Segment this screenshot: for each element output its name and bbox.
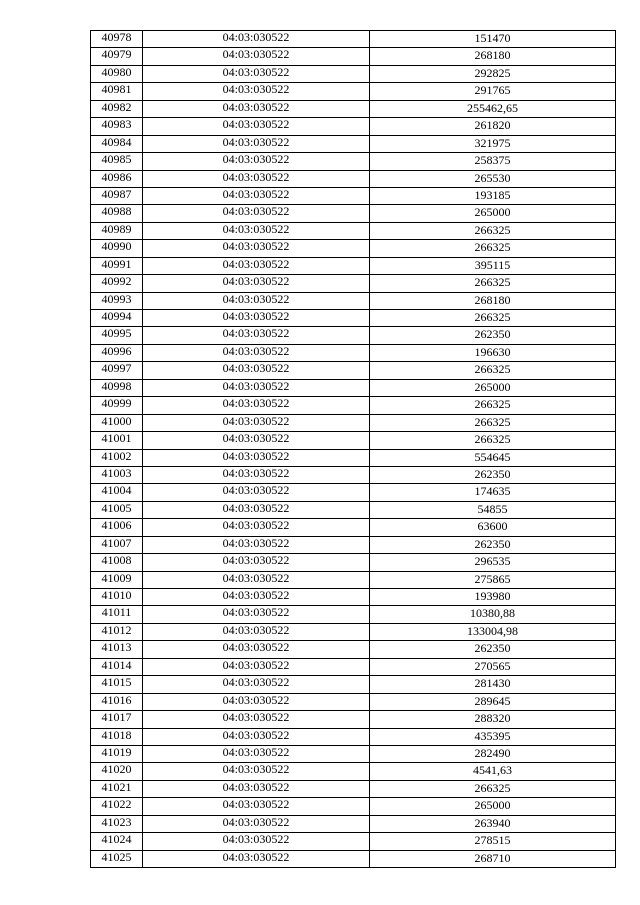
record-number-cell: 41014 (91, 658, 143, 675)
amount-cell (370, 344, 616, 361)
table-row (91, 310, 616, 327)
amount-cell (370, 432, 616, 449)
amount-value: 266325 (474, 275, 511, 290)
cadastral-code-cell: 04:03:030522 (143, 432, 370, 449)
amount-cell (370, 815, 616, 832)
table-row (91, 379, 616, 396)
amount-cell (370, 711, 616, 728)
table-row (91, 589, 616, 606)
amount-cell (370, 397, 616, 414)
amount-cell (370, 763, 616, 780)
amount-cell (370, 31, 616, 48)
amount-value: 281430 (474, 676, 511, 691)
record-number-cell: 41017 (91, 711, 143, 728)
cadastral-code-cell: 04:03:030522 (143, 519, 370, 536)
amount-value: 196630 (474, 344, 511, 359)
table-row (91, 100, 616, 117)
table-row (91, 641, 616, 658)
cadastral-code-cell: 04:03:030522 (143, 327, 370, 344)
table-row (91, 292, 616, 309)
amount-value: 263940 (474, 815, 511, 830)
amount-value: 266325 (474, 397, 511, 412)
amount-cell (370, 222, 616, 239)
amount-cell (370, 414, 616, 431)
record-number-cell: 40999 (91, 397, 143, 414)
table-row (91, 536, 616, 553)
records-table-body (91, 31, 616, 868)
amount-value: 268710 (474, 850, 511, 865)
amount-cell (370, 641, 616, 658)
amount-value: 265530 (474, 170, 511, 185)
amount-value: 292825 (474, 65, 511, 80)
amount-value: 270565 (474, 658, 511, 673)
amount-value: 321975 (474, 135, 511, 150)
amount-cell (370, 135, 616, 152)
table-row (91, 362, 616, 379)
amount-value: 266325 (474, 362, 511, 377)
amount-value: 265000 (474, 798, 511, 813)
table-row (91, 623, 616, 640)
table-row (91, 432, 616, 449)
cadastral-code-cell: 04:03:030522 (143, 833, 370, 850)
record-number-cell: 41024 (91, 833, 143, 850)
table-row (91, 83, 616, 100)
table-row (91, 153, 616, 170)
amount-value: 288320 (474, 711, 511, 726)
record-number-cell: 41020 (91, 763, 143, 780)
amount-cell (370, 484, 616, 501)
table-row (91, 728, 616, 745)
amount-cell (370, 449, 616, 466)
cadastral-code-cell: 04:03:030522 (143, 815, 370, 832)
amount-cell (370, 327, 616, 344)
table-row (91, 170, 616, 187)
cadastral-code-cell: 04:03:030522 (143, 135, 370, 152)
cadastral-code-cell: 04:03:030522 (143, 187, 370, 204)
amount-value: 266325 (474, 222, 511, 237)
records-table (90, 30, 616, 868)
amount-value: 265000 (474, 379, 511, 394)
table-row (91, 763, 616, 780)
table-row (91, 257, 616, 274)
record-number-cell: 40987 (91, 187, 143, 204)
cadastral-code-cell: 04:03:030522 (143, 623, 370, 640)
cadastral-code-cell: 04:03:030522 (143, 554, 370, 571)
table-row (91, 414, 616, 431)
table-row (91, 344, 616, 361)
cadastral-code-cell: 04:03:030522 (143, 379, 370, 396)
amount-cell (370, 118, 616, 135)
record-number-cell: 40980 (91, 65, 143, 82)
table-row (91, 135, 616, 152)
amount-cell (370, 693, 616, 710)
table-row (91, 554, 616, 571)
record-number-cell: 40986 (91, 170, 143, 187)
record-number-cell: 40983 (91, 118, 143, 135)
cadastral-code-cell: 04:03:030522 (143, 606, 370, 623)
cadastral-code-cell: 04:03:030522 (143, 484, 370, 501)
cadastral-code-cell: 04:03:030522 (143, 310, 370, 327)
cadastral-code-cell: 04:03:030522 (143, 170, 370, 187)
record-number-cell: 41019 (91, 745, 143, 762)
table-row (91, 31, 616, 48)
table-row (91, 466, 616, 483)
record-number-cell: 40994 (91, 310, 143, 327)
amount-cell (370, 745, 616, 762)
cadastral-code-cell: 04:03:030522 (143, 711, 370, 728)
cadastral-code-cell: 04:03:030522 (143, 31, 370, 48)
cadastral-code-cell: 04:03:030522 (143, 275, 370, 292)
amount-cell (370, 501, 616, 518)
record-number-cell: 41022 (91, 798, 143, 815)
amount-cell (370, 658, 616, 675)
cadastral-code-cell: 04:03:030522 (143, 850, 370, 867)
cadastral-code-cell: 04:03:030522 (143, 676, 370, 693)
amount-cell (370, 275, 616, 292)
amount-cell (370, 554, 616, 571)
amount-value: 289645 (474, 693, 511, 708)
amount-value: 258375 (474, 153, 511, 168)
cadastral-code-cell: 04:03:030522 (143, 65, 370, 82)
amount-value: 395115 (474, 257, 511, 272)
record-number-cell: 41021 (91, 780, 143, 797)
record-number-cell: 41005 (91, 501, 143, 518)
record-number-cell: 41011 (91, 606, 143, 623)
record-number-cell: 40995 (91, 327, 143, 344)
cadastral-code-cell: 04:03:030522 (143, 153, 370, 170)
amount-value: 133004,98 (467, 623, 518, 638)
table-row (91, 798, 616, 815)
amount-value: 262350 (474, 536, 511, 551)
table-row (91, 484, 616, 501)
record-number-cell: 41023 (91, 815, 143, 832)
cadastral-code-cell: 04:03:030522 (143, 745, 370, 762)
amount-value: 435395 (474, 728, 511, 743)
table-row (91, 187, 616, 204)
cadastral-code-cell: 04:03:030522 (143, 641, 370, 658)
amount-cell (370, 606, 616, 623)
table-row (91, 501, 616, 518)
amount-cell (370, 379, 616, 396)
cadastral-code-cell: 04:03:030522 (143, 205, 370, 222)
amount-cell (370, 623, 616, 640)
cadastral-code-cell: 04:03:030522 (143, 501, 370, 518)
cadastral-code-cell: 04:03:030522 (143, 763, 370, 780)
record-number-cell: 41002 (91, 449, 143, 466)
record-number-cell: 40981 (91, 83, 143, 100)
amount-cell (370, 850, 616, 867)
table-row (91, 658, 616, 675)
cadastral-code-cell: 04:03:030522 (143, 466, 370, 483)
amount-cell (370, 780, 616, 797)
amount-cell (370, 292, 616, 309)
record-number-cell: 40990 (91, 240, 143, 257)
amount-value: 255462,65 (467, 100, 518, 115)
amount-value: 262350 (474, 327, 511, 342)
table-row (91, 397, 616, 414)
table-row (91, 850, 616, 867)
cadastral-code-cell: 04:03:030522 (143, 257, 370, 274)
record-number-cell: 40979 (91, 48, 143, 65)
amount-value: 262350 (474, 466, 511, 481)
amount-cell (370, 100, 616, 117)
cadastral-code-cell: 04:03:030522 (143, 536, 370, 553)
record-number-cell: 40988 (91, 205, 143, 222)
table-row (91, 693, 616, 710)
cadastral-code-cell: 04:03:030522 (143, 780, 370, 797)
cadastral-code-cell: 04:03:030522 (143, 798, 370, 815)
amount-cell (370, 589, 616, 606)
amount-value: 54855 (477, 501, 508, 516)
record-number-cell: 40996 (91, 344, 143, 361)
table-row (91, 449, 616, 466)
table-row (91, 205, 616, 222)
record-number-cell: 40989 (91, 222, 143, 239)
record-number-cell: 40991 (91, 257, 143, 274)
amount-cell (370, 571, 616, 588)
amount-value: 265000 (474, 205, 511, 220)
amount-cell (370, 240, 616, 257)
amount-value: 262350 (474, 641, 511, 656)
amount-value: 4541,63 (473, 763, 512, 778)
amount-cell (370, 153, 616, 170)
record-number-cell: 40984 (91, 135, 143, 152)
cadastral-code-cell: 04:03:030522 (143, 48, 370, 65)
table-row (91, 780, 616, 797)
amount-cell (370, 170, 616, 187)
record-number-cell: 40985 (91, 153, 143, 170)
table-row (91, 65, 616, 82)
amount-value: 266325 (474, 414, 511, 429)
record-number-cell: 40997 (91, 362, 143, 379)
amount-cell (370, 65, 616, 82)
record-number-cell: 40978 (91, 31, 143, 48)
cadastral-code-cell: 04:03:030522 (143, 83, 370, 100)
record-number-cell: 41003 (91, 466, 143, 483)
cadastral-code-cell: 04:03:030522 (143, 571, 370, 588)
table-row (91, 275, 616, 292)
cadastral-code-cell: 04:03:030522 (143, 693, 370, 710)
amount-cell (370, 798, 616, 815)
amount-value: 278515 (474, 833, 511, 848)
amount-value: 193185 (474, 187, 511, 202)
amount-value: 266325 (474, 310, 511, 324)
record-number-cell: 41007 (91, 536, 143, 553)
cadastral-code-cell: 04:03:030522 (143, 589, 370, 606)
cadastral-code-cell: 04:03:030522 (143, 292, 370, 309)
table-row (91, 222, 616, 239)
amount-cell (370, 187, 616, 204)
record-number-cell: 40982 (91, 100, 143, 117)
record-number-cell: 41010 (91, 589, 143, 606)
amount-value: 266325 (474, 240, 511, 255)
amount-cell (370, 466, 616, 483)
table-row (91, 519, 616, 536)
amount-value: 268180 (474, 48, 511, 63)
record-number-cell: 41001 (91, 432, 143, 449)
amount-cell (370, 519, 616, 536)
table-row (91, 711, 616, 728)
amount-cell (370, 83, 616, 100)
amount-value: 10380,88 (470, 606, 515, 621)
amount-value: 296535 (474, 554, 511, 569)
cadastral-code-cell: 04:03:030522 (143, 240, 370, 257)
cadastral-code-cell: 04:03:030522 (143, 658, 370, 675)
table-row (91, 118, 616, 135)
record-number-cell: 41000 (91, 414, 143, 431)
cadastral-code-cell: 04:03:030522 (143, 449, 370, 466)
cadastral-code-cell: 04:03:030522 (143, 118, 370, 135)
amount-value: 261820 (474, 118, 511, 133)
record-number-cell: 40993 (91, 292, 143, 309)
amount-cell (370, 257, 616, 274)
cadastral-code-cell: 04:03:030522 (143, 222, 370, 239)
cadastral-code-cell: 04:03:030522 (143, 100, 370, 117)
table-row (91, 815, 616, 832)
record-number-cell: 41018 (91, 728, 143, 745)
amount-cell (370, 310, 616, 327)
table-row (91, 327, 616, 344)
record-number-cell: 41016 (91, 693, 143, 710)
amount-cell (370, 205, 616, 222)
record-number-cell: 40998 (91, 379, 143, 396)
cadastral-code-cell: 04:03:030522 (143, 344, 370, 361)
amount-value: 266325 (474, 780, 511, 795)
amount-value: 266325 (474, 432, 511, 447)
record-number-cell: 41012 (91, 623, 143, 640)
cadastral-code-cell: 04:03:030522 (143, 397, 370, 414)
table-row (91, 48, 616, 65)
table-row (91, 676, 616, 693)
amount-value: 554645 (474, 449, 511, 464)
record-number-cell: 41009 (91, 571, 143, 588)
table-row (91, 606, 616, 623)
record-number-cell: 41013 (91, 641, 143, 658)
record-number-cell: 41025 (91, 850, 143, 867)
amount-cell (370, 48, 616, 65)
record-number-cell: 41008 (91, 554, 143, 571)
table-row (91, 571, 616, 588)
cadastral-code-cell: 04:03:030522 (143, 414, 370, 431)
amount-value: 291765 (474, 83, 511, 98)
amount-value: 268180 (474, 292, 511, 307)
record-number-cell: 40992 (91, 275, 143, 292)
amount-value: 275865 (474, 571, 511, 586)
amount-value: 174635 (474, 484, 511, 499)
amount-cell (370, 728, 616, 745)
record-number-cell: 41006 (91, 519, 143, 536)
cadastral-code-cell: 04:03:030522 (143, 362, 370, 379)
table-row (91, 745, 616, 762)
amount-value: 282490 (474, 745, 511, 760)
amount-value: 151470 (474, 31, 511, 45)
amount-cell (370, 833, 616, 850)
amount-cell (370, 536, 616, 553)
record-number-cell: 41015 (91, 676, 143, 693)
cadastral-code-cell: 04:03:030522 (143, 728, 370, 745)
amount-value: 193980 (474, 589, 511, 603)
amount-cell (370, 362, 616, 379)
amount-cell (370, 676, 616, 693)
record-number-cell: 41004 (91, 484, 143, 501)
amount-value: 63600 (477, 519, 508, 534)
table-row (91, 833, 616, 850)
table-row (91, 240, 616, 257)
